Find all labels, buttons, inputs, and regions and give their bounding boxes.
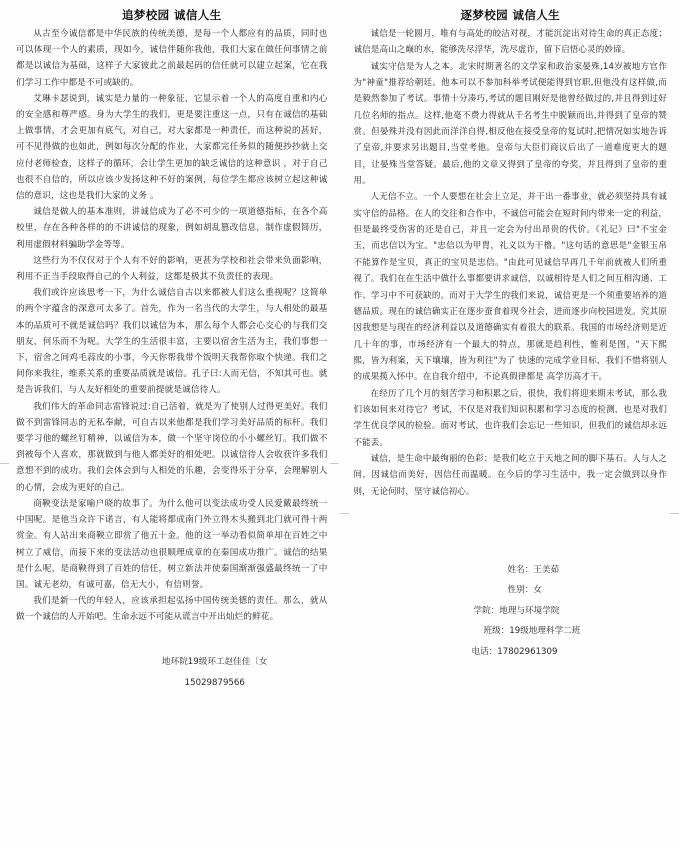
paragraph: 人无信不立。一个人要想在社会上立足，并干出一番事业，就必须坚持具有诚实守信的品格。在人的交往和合作中，不诚信可能会在短时间内带来一定的利益，但是最终受伤害的还是自己，并且一定会为付出昂贵的代价。《礼记》曰"不宝金玉，而忠信以为宝。"忠信以为甲胄，礼义以为干橹。"这句话的意思是"金银玉帛不能算作是宝贝，真正的宝贝是忠信。"由此可见诚信早再几千年前就被人们所重视了。我们在在生活中做什么事都要讲求诚信，以诚相待是人们之间互相沟通、工作、学习中不可获缺的。而对于大学生的我们来说，诚信更是一个须重要培养的道德品质。现在的诚信确实正在逐步蚕食着现今社会，进而逐步向校园进发。究其原因我想是与现在的经济利益以及道德确实有着很大的联系。我国的市场经济则是近几十年的事，市场经济有一个最大的特点，那就是趋利性，惟利是图，"天下熙熙，皆为利案，天下壤壤，皆为利往"为了 快速的完成学业目标，我们不惜将别人的成果揽入怀中。在自我介绍中，不论真假律都是 高学历高才干。 [353,192,667,383]
left-essay-signature [16,652,328,694]
info-gender: 性别：女 [507,585,542,596]
info-class: 班级：19级地理科学二班 [483,626,581,637]
signature-phone: 15029879566 [184,677,245,688]
paragraph: 我们是新一代的年轻人，应该承担起弘扬中国传统美德的责任。那么，就从做一个诚信的人开始吧。生命永远不可能从谎言中开出灿烂的鲜花。 [16,596,328,623]
paragraph: 在经历了几个月的刻苦学习和积累之后，很快，我们将迎来期末考试，那么我们该如何来对待它？考试，不仅是对我们知识积累和学习态度的检测，也是对我们学生优良学风的检验。面对考试，也许我们会忘记一些知识，但我们的诚信却永远不能丢。 [353,388,667,448]
right-essay-column [340,0,679,849]
paragraph: 我们或许应该思考一下，为什么诚信自古以来都被人们这么重视呢？这简单的两个字蕴含的深意可太多了。首先，作为一名当代的大学生，与人相处的最基本的品质可不就是诚信吗？我们以诚信为本，那么每个人都会心交心的与我们交朋友，何乐而不为呢。大学生的生活很丰富，主要以宿舍生活为主，我们事想一下，宿舍之间鸡毛蒜皮的小事，今天你帮我带个饭明天我帮你取个快递。我们之间你来我往，维系关系的重要品质就是诚信。孔子曰:人而无信，不知其可也。就是告诉我们，与人友好相处的重要前提就是诚信待人。 [16,288,328,396]
paragraph: 诚信，是生命中最绚丽的色彩；是我们屹立于天地之间的脚下基石。人与人之间，因诚信而美好，因信任而温暖。在今后的学习生活中，我一定会做到以身作则，无论何时，坚守诚信初心。 [353,453,667,497]
info-name: 姓名：王美茹 [507,564,560,575]
scan-artifact-tick [340,513,349,514]
paragraph: 从古至今诚信都是中华民族的传统美德，是每一个人都应有的品质，同时也可以体现一个人的素质，现如今，诚信伴随你我他，我们大家在做任何事情之前都是以诚信为基础，这样子大家彼此之前最起码的信任就可以建立起案，它在我们学习工作中都是不可或缺的。 [16,29,328,88]
scan-artifact-tick [330,463,339,464]
info-phone: 电话：17802961309 [471,646,558,657]
paragraph: 商鞅变法是家喻户晓的故事了。为什么他可以变法成功受人民爱戴最终统一中国呢。是他当众许下诺言，有人能将都成南门外立得木头搬到北门就可得十两赏金。有人站出来商鞅立即赏了他五十金。他的这一举动看似简单却在百姓之中树立了威信，而接下来的变法活动也很顺理成章的在秦国成功推广。诚信的结果是什么呢，是商鞅得到了百姓的信任，树立新法并使秦国渐渐强盛最终统一了中国。诚无老幼，有诚可嘉，信无大小，有信则誉。 [16,498,328,590]
right-essay-body [354,26,668,500]
paragraph: 艾琳卡瑟说到，诚实是力量的一种象征，它显示着一个人的高度自重和内心的安全感和尊严感。身为大学生的我们，更是要注重这一点，只有在诚信的基础上做事情，才会更加有底气，对自己，对大家都是一种责任，而这种说的甚好，可不见得做的也如此，例如每次分配的作业，大家都完任务似的随便抄抄就上交应付老师检查，这样子的循环，会让学生更加的缺乏诚信的这种意识 ，对于自己也很不自信的，所以应该少发扬这种不好的案例，每位学生都应该树立起这种诚信的意识，这也是我们大家的义务 。 [16,93,328,202]
paragraph: 诚实守信是为人之本。北宋时期著名的文学家和政治家晏殊,14岁被地方官作为"神童"推荐给朝廷。他本可以不参加科举考试便能得到官职,但他没有这样做,而是毅然参加了考试。事情十分凑巧,考试的题目刚好是他曾经做过的,并且得到过好几位名师的指点。这样,他毫不费力得就从千名考生中脱颖而出,并得到了皇帝的赞赏。但晏殊并没有因此而洋洋自得,相反他在接受皇帝的复试时,把情况如实地告诉了皇帝,并要求另出题目,当堂考他。皇帝与大臣们商议后出了一道难度更大的题目，让晏殊当堂答疑。最后,他的文章又得到了皇帝的夸奖，并且得到了皇帝的重用。 [353,61,667,187]
paragraph: 这些行为不仅仅对于个人有不好的影响，更甚为学校和社会带来负面影响，利用不正当手段取得自己的个人利益，这都是极其不负责任的表现。 [16,255,328,283]
info-college: 学院：地理与环境学院 [473,605,560,616]
scan-artifact-tick [670,513,679,514]
right-essay-title: 逐梦校园 诚信人生 [460,8,561,22]
right-essay-author-info [354,560,668,663]
paragraph: 诚信是做人的基本准则，讲诚信成为了必不可少的一项道德指标，在各个高校里，存在各种各样的的不讲诚信的现象，例如胡乱篡改信息，制作虚假简历，利用虚假材料骗助学金等等。 [16,207,328,250]
paragraph: 我们伟大的革命同志雷锋说过:自己活着，就是为了使别人过得更美好。我们做不到雷锋同志的无私奉献，可自古以来他都是我们学习美好品质的标杆。我们要学习他的螺丝钉精神，以诚信为本，做一个坚守岗位的小小螺丝钉。我们做不到被每个人喜欢，那就做到与他人都美好的相处吧。以诚信待人会收获许多我们意想不到的成功。我们会体会到与人相处的乐趣，会变得乐于分享，会理解别人的心情，会成为更好的自己。 [16,401,328,493]
paragraph: 诚信是一轮圆月，唯有与高处的皎洁对视，才能沉淀出对待生命的真正态度；诚信是高山之巅的水，能够洗尽浮华，洗尽虚诈，留下启悟心灵的妙谛。 [353,29,667,56]
left-essay-body [16,26,328,626]
signature-author: 地环院19级环工赵佳佳〔女 [162,656,268,667]
left-essay-title: 追梦校园 诚信人生 [121,8,222,22]
scan-artifact-tick [0,463,9,464]
